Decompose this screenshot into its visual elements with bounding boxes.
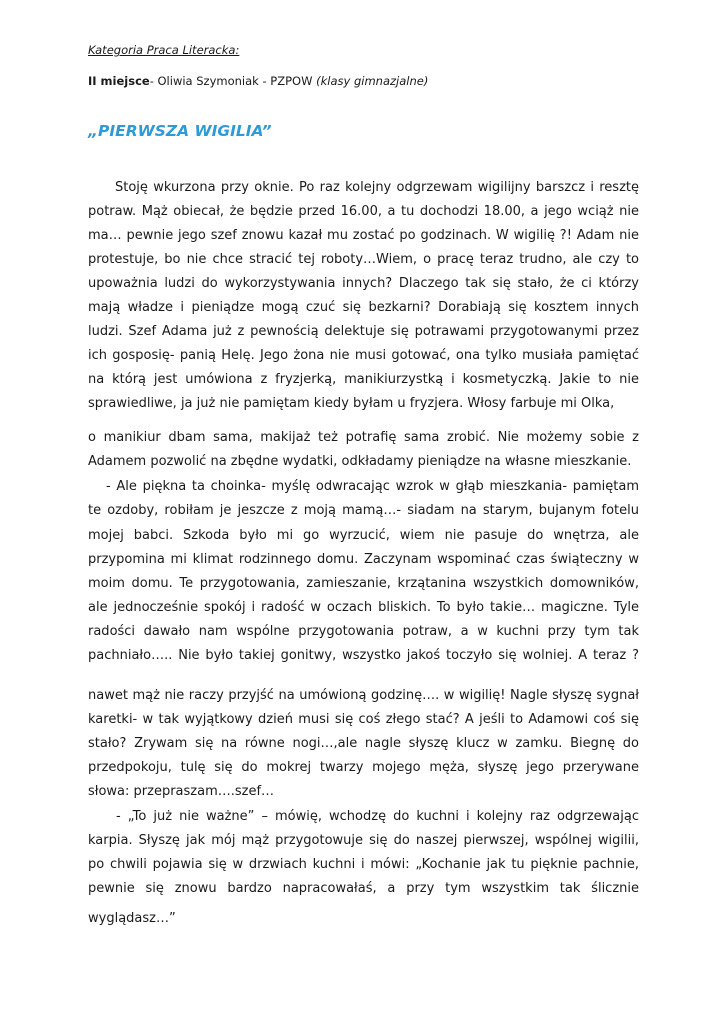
body-line: sprawiedliwe, ja już nie pamiętam kiedy byłam u fryzjera. Włosy farbuje mi Olka,	[88, 396, 615, 411]
body-line: upoważnia ludzi do wykorzystywania innych? Dlaczego tak się stało, że ci którzy	[88, 276, 639, 291]
body-line: o manikiur dbam sama, makijaż też potrafię sama zrobić. Nie możemy sobie z	[88, 430, 639, 445]
body-line: przypomina mi klimat rodzinnego domu. Zaczynam wspominać czas świąteczny w	[88, 552, 639, 567]
body-line: słowa: przepraszam….szef…	[88, 784, 275, 799]
body-line: ludzi. Szef Adama już z pewnością delektuje się potrawami przygotowanymi przez	[88, 324, 639, 339]
body-line: przedpokoju, tulę się do mokrej twarzy mojego męża, słyszę jego przerywane	[88, 760, 639, 775]
body-line: wyglądasz…”	[88, 911, 176, 926]
body-line: ale jednocześnie spokój i radość w oczach bliskich. To było takie… magiczne. Tyle	[88, 600, 639, 615]
body-line: pachniało….. Nie było takiej gonitwy, wszystko jakoś toczyło się wolniej. A teraz ?	[88, 648, 639, 663]
body-line: po chwili pojawia się w drzwiach kuchni i mówi: „Kochanie jak tu pięknie pachnie,	[88, 857, 639, 872]
body-line: Stoję wkurzona przy oknie. Po raz kolejny odgrzewam wigilijny barszcz i resztę	[115, 180, 639, 195]
body-line: radości dawało nam wspólne przygotowania potraw, a w kuchni przy tym tak	[88, 624, 639, 639]
body-line: - „To już nie ważne” – mówię, wchodzę do kuchni i kolejny raz odgrzewając	[116, 809, 639, 824]
body-line: Adamem pozwolić na zbędne wydatki, odkładamy pieniądze na własne mieszkanie.	[88, 454, 632, 469]
body-line: te ozdoby, robiłam je jeszcze z moją mamą…- siadam na starym, bujanym fotelu	[88, 503, 639, 518]
body-line: moim domu. Te przygotowania, zamieszanie, krzątanina wszystkich domowników,	[88, 576, 639, 591]
body-line: - Ale piękna ta choinka- myślę odwracając wzrok w głąb mieszkania- pamiętam	[106, 479, 639, 494]
place-class: (klasy gimnazjalne)	[316, 74, 429, 88]
place-author: - Oliwia Szymoniak - PZPOW	[149, 74, 317, 88]
story-title: „PIERWSZA WIGILIA”	[88, 122, 272, 140]
body-line: stało? Zrywam się na równe nogi…,ale nagle słyszę klucz w zamku. Biegnę do	[88, 736, 639, 751]
body-line: mają władze i pieniądze mogą czuć się bezkarni? Dorabiają się kosztem innych	[88, 300, 639, 315]
body-line: karpia. Słyszę jak mój mąż przygotowuje się do naszej pierwszej, wspólnej wigilii,	[88, 833, 639, 848]
body-line: nawet mąż nie raczy przyjść na umówioną godzinę…. w wigilię! Nagle słyszę sygnał	[88, 688, 639, 703]
category-heading: Kategoria Praca Literacka:	[88, 43, 240, 57]
body-line: ich gosposię- panią Helę. Jego żona nie musi gotować, ona tylko musiała pamiętać	[88, 348, 639, 363]
body-line: protestuje, bo nie chce stracić tej roboty…Wiem, o pracę teraz trudno, ale czy to	[88, 252, 639, 267]
body-line: na którą jest umówiona z fryzjerką, manikiurzystką i kosmetyczką. Jakie to nie	[88, 372, 639, 387]
body-line: potraw. Mąż obiecał, że będzie przed 16.00, a tu dochodzi 18.00, a jego wciąż nie	[88, 204, 639, 219]
body-line: ma… pewnie jego szef znowu kazał mu zostać po godzinach. W wigilię ?! Adam nie	[88, 228, 639, 243]
body-line: mojej babci. Szkoda było mi go wyrzucić, wiem nie pasuje do wnętrza, ale	[88, 528, 639, 543]
body-line: pewnie się znowu bardzo napracowałaś, a przy tym wszystkim tak ślicznie	[88, 881, 639, 896]
body-line: karetki- w tak wyjątkowy dzień musi się coś złego stać? A jeśli to Adamowi coś się	[88, 712, 639, 727]
place-label: II miejsce	[88, 74, 150, 88]
